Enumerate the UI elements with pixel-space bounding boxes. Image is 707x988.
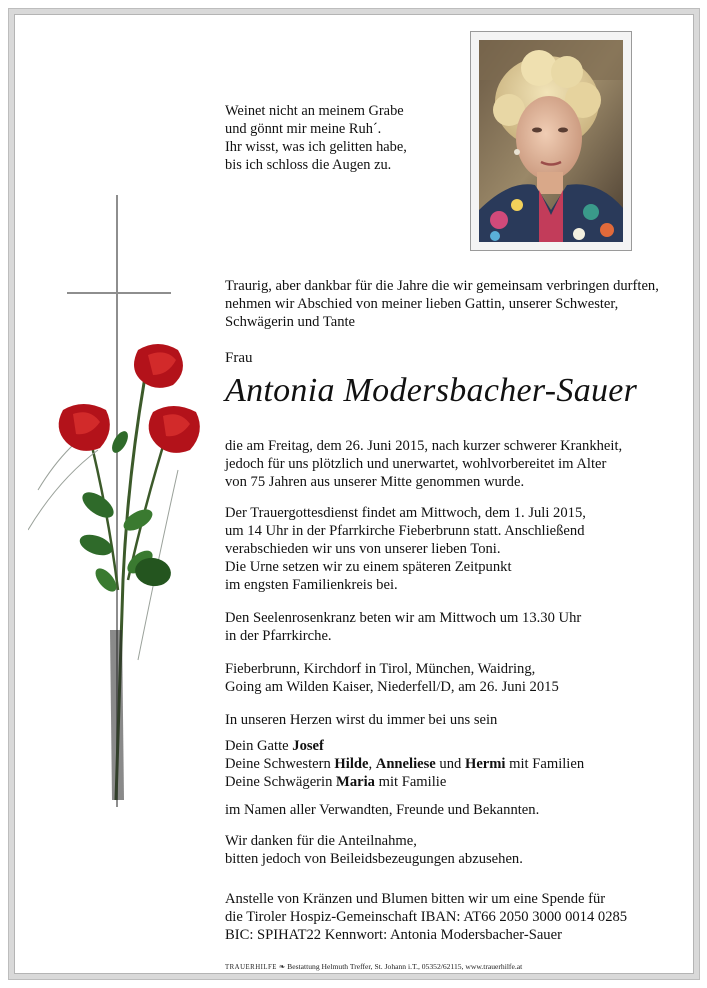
intro-line: nehmen wir Abschied von meiner lieben Gattin, unserer Schwester, [225,296,619,312]
footer [225,962,522,971]
intro [225,277,659,331]
verse [225,102,407,174]
places-date [225,660,559,696]
salutation: Frau [225,350,253,366]
intro-line: Traurig, aber dankbar für die Jahre die wir gemeinsam verbringen durften, [225,278,659,294]
rosary-info [225,609,581,645]
donation-line: BIC: SPIHAT22 Kennwort: Antonia Modersbacher-Sauer [225,927,562,943]
roses-illustration [28,330,208,810]
rose-left [59,404,110,451]
family-line-sister-in-law [225,773,584,791]
family-name-bold: Hermi [464,756,506,772]
thanks [225,832,523,868]
portrait-frame [470,31,632,251]
death-notice-line: jedoch für uns plötzlich und unerwartet, wohlvorbereitet im Alter [225,456,607,472]
service-line: um 14 Uhr in der Pfarrkirche Fieberbrunn statt. Anschließend [225,523,585,539]
family-text: , [368,756,376,772]
donation-line: die Tiroler Hospiz-Gemeinschaft IBAN: AT66 2050 3000 0014 0285 [225,909,628,925]
death-notice-line: von 75 Jahren aus unserer Mitte genommen wurde. [225,474,525,490]
footer-logo-icon: ❧ [278,962,286,971]
footer-text: Bestattung Helmuth Treffer, St. Johann i.T., 05352/62115, www.trauerhilfe.at [287,962,523,971]
family-text: Dein Gatte [225,738,293,754]
service-line: im engsten Familienkreis bei. [225,577,398,593]
thanks-line: bitten jedoch von Beileidsbezeugungen abzusehen. [225,851,523,867]
service-line: Die Urne setzen wir zu einem späteren Zeitpunkt [225,559,512,575]
donation [225,890,627,944]
family-list [225,737,584,819]
service-line: Der Trauergottesdienst findet am Mittwoch, dem 1. Juli 2015, [225,505,586,521]
service-line: verabschieden wir uns von unserer lieben Toni. [225,541,501,557]
death-notice-line: die am Freitag, dem 26. Juni 2015, nach kurzer schwerer Krankheit, [225,438,623,454]
rose-right [149,406,200,453]
service-info [225,504,586,594]
verse-line: Ihr wisst, was ich gelitten habe, [225,139,407,155]
family-line-husband [225,737,584,755]
rosary-line: Den Seelenrosenkranz beten wir am Mittwoch um 13.30 Uhr [225,610,582,626]
intro-line: Schwägerin und Tante [225,314,356,330]
donation-line: Anstelle von Kränzen und Blumen bitten wir um eine Spende für [225,891,606,907]
death-notice [225,437,622,491]
deceased-name: Antonia Modersbacher-Sauer [225,372,638,409]
rosary-line: in der Pfarrkirche. [225,628,332,644]
family-text: Deine Schwestern [225,756,335,772]
verse-line: und gönnt mir meine Ruh´. [225,121,382,137]
family-text: und [435,756,465,772]
family-line-all: im Namen aller Verwandten, Freunde und Bekannten. [225,802,540,818]
family-text: Deine Schwägerin [225,774,337,790]
cross-horizontal-bar [67,292,171,294]
verse-line: bis ich schloss die Augen zu. [225,157,392,173]
rose-top [134,344,183,388]
family-text: mit Familie [374,774,447,790]
memory-line: In unseren Herzen wirst du immer bei uns sein [225,712,498,728]
footer-brand: TRAUERHILFE [225,964,277,971]
thanks-line: Wir danken für die Anteilnahme, [225,833,417,849]
family-name-bold: Anneliese [375,756,436,772]
places-line: Going am Wilden Kaiser, Niederfell/D, am 26. Juni 2015 [225,679,559,695]
portrait-photo [479,40,623,242]
places-line: Fieberbrunn, Kirchdorf in Tirol, München, Waidring, [225,661,536,677]
verse-line: Weinet nicht an meinem Grabe [225,103,404,119]
family-name-bold: Maria [336,774,375,790]
family-name-bold: Hilde [334,756,369,772]
family-name-bold: Josef [292,738,324,754]
family-text: mit Familien [505,756,585,772]
family-line-sisters [225,755,584,773]
